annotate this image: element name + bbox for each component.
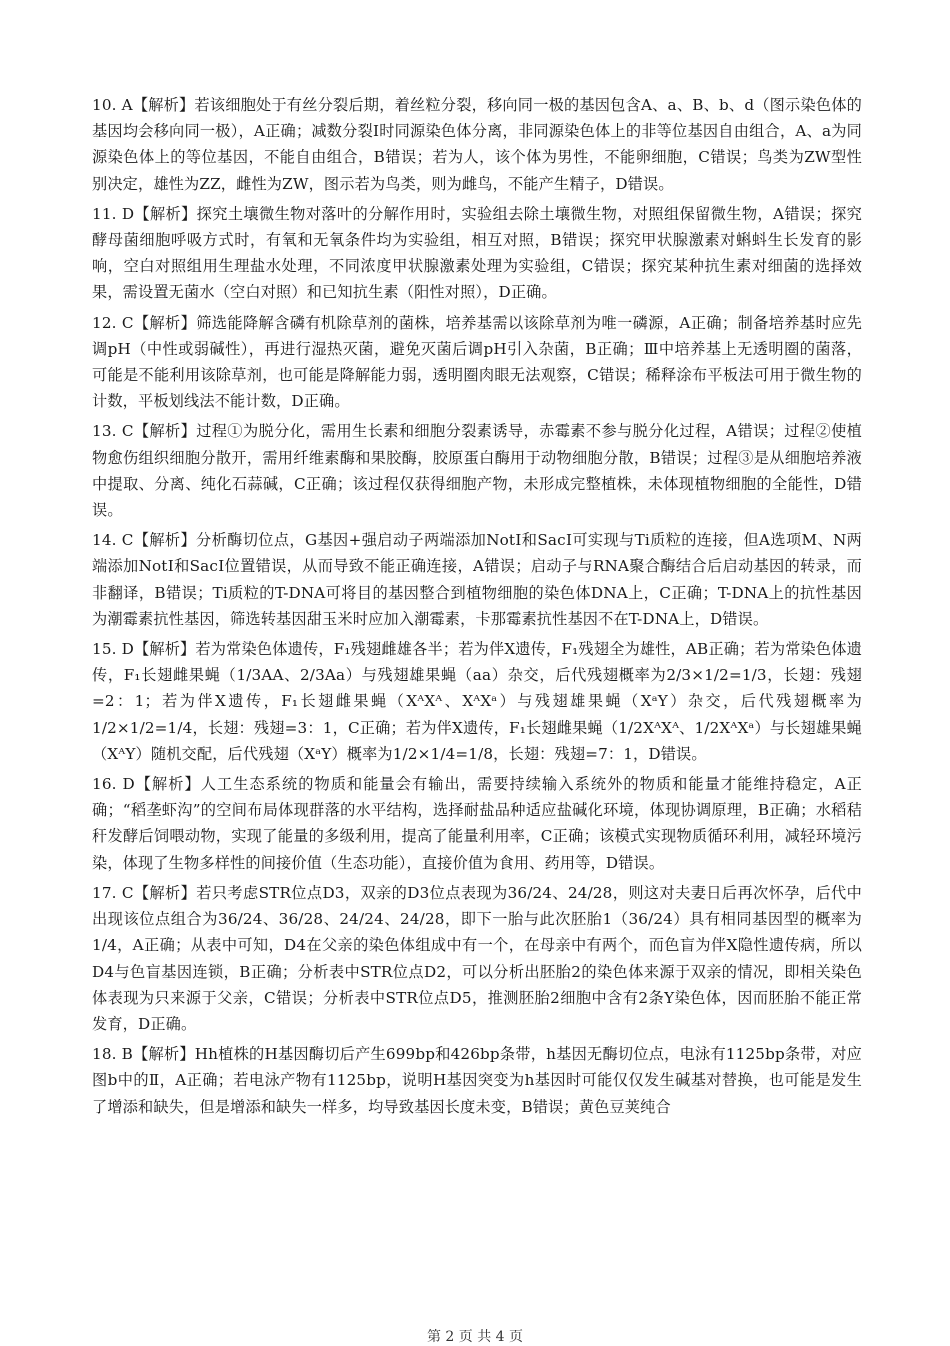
answer-item-12: 12. C【解析】筛选能降解含磷有机除草剂的菌株，培养基需以该除草剂为唯一磷源，A正确；制备培养基时应先调pH（中性或弱碱性），再进行湿热灭菌，避免灭菌后调pH引入杂菌，B正确；Ⅲ中培养基上无透明圈的菌落，可能是不能利用该除草剂，也可能是降解能力弱，透明圈肉眼无法观察，C错误；稀释涂布平板法可用于微生物的计数，平板划线法不能计数，D正确。 bbox=[92, 313, 862, 411]
answer-item-14: 14. C【解析】分析酶切位点，G基因+强启动子两端添加NotⅠ和SacⅠ可实现与Ti质粒的连接，但A选项M、N两端添加NotⅠ和SacⅠ位置错误，从而导致不能正确连接，A错误；启动子与RNA聚合酶结合后启动基因的转录，而非翻译，B错误；Ti质粒的T-DNA可将目的基因整合到植物细胞的染色体DNA上，C正确；T-DNA上的抗性基因为潮霉素抗性基因，筛选转基因甜玉米时应加入潮霉素，卡那霉素抗性基因不在T-DNA上，D错误。 bbox=[92, 531, 862, 628]
answer-explanations bbox=[92, 92, 862, 1124]
answer-item-16: 16. D【解析】人工生态系统的物质和能量会有输出，需要持续输入系统外的物质和能量才能维持稳定，A正确；“稻垄虾沟”的空间布局体现群落的水平结构，选择耐盐品种适应盐碱化环境，体现协调原理，B正确；水稻秸秆发酵后饲喂动物，实现了能量的多级利用，提高了能量利用率，C正确；该模式实现物质循环利用，减轻环境污染，体现了生物多样性的间接价值（生态功能），直接价值为食用、药用等，D错误。 bbox=[92, 775, 862, 872]
answer-item-15: 15. D【解析】若为常染色体遗传，F₁残翅雌雄各半；若为伴X遗传，F₁残翅全为雄性，AB正确；若为常染色体遗传，F₁长翅雌果蝇（1/3AA、2/3Aa）与残翅雄果蝇（aa）杂交，后代残翅概率为2/3×1/2=1/3，长翅：残翅=2：1；若为伴X遗传，F₁长翅雌果蝇（XᴬXᴬ、XᴬXᵃ）与残翅雄果蝇（XᵃY）杂交，后代残翅概率为1/2×1/2=1/4，长翅：残翅=3：1，C正确；若为伴X遗传，F₁长翅雌果蝇（1/2XᴬXᴬ、1/2XᴬXᵃ）与长翅雄果蝇（XᴬY）随机交配，后代残翅（XᵃY）概率为1/2×1/4=1/8，长翅：残翅=7：1，D错误。 bbox=[92, 640, 862, 763]
answer-item-10: 10. A【解析】若该细胞处于有丝分裂后期，着丝粒分裂，移向同一极的基因包含A、a、B、b、d（图示染色体的基因均会移向同一极），A正确；减数分裂Ⅰ时同源染色体分离，非同源染色体上的非等位基因自由组合，A、a为同源染色体上的等位基因，不能自由组合，B错误；若为人，该个体为男性，不能卵细胞，C错误；鸟类为ZW型性别决定，雄性为ZZ，雌性为ZW，图示若为鸟类，则为雌鸟，不能产生精子，D错误。 bbox=[92, 96, 862, 193]
answer-item-11: 11. D【解析】探究土壤微生物对落叶的分解作用时，实验组去除土壤微生物，对照组保留微生物，A错误；探究酵母菌细胞呼吸方式时，有氧和无氧条件均为实验组，相互对照，B错误；探究甲状腺激素对蝌蚪生长发育的影响，空白对照组用生理盐水处理，不同浓度甲状腺激素处理为实验组，C错误；探究某种抗生素对细菌的选择效果，需设置无菌水（空白对照）和已知抗生素（阳性对照），D正确。 bbox=[92, 204, 862, 302]
answer-item-17: 17. C【解析】若只考虑STR位点D3，双亲的D3位点表现为36/24、24/28，则这对夫妻日后再次怀孕，后代中出现该位点组合为36/24、36/28、24/24、24/28，即下一胎与此次胚胎1（36/24）具有相同基因型的概率为1/4，A正确；从表中可知，D4在父亲的染色体组成中有一个，在母亲中有两个，而色盲为伴X隐性遗传病，所以D4与色盲基因连锁，B正确；分析表中STR位点D2，可以分析出胚胎2的染色体来源于双亲的情况，即相关染色体表现为只来源于父亲，C错误；分析表中STR位点D5，推测胚胎2细胞中含有2条Y染色体，因而胚胎不能正常发育，D正确。 bbox=[92, 883, 862, 1033]
page-number: 第 2 页 共 4 页 bbox=[426, 1329, 524, 1345]
answer-item-13: 13. C【解析】过程①为脱分化，需用生长素和细胞分裂素诱导，赤霉素不参与脱分化过程，A错误；过程②使植物愈伤组织细胞分散开，需用纤维素酶和果胶酶，胶原蛋白酶用于动物细胞分散，B错误；过程③是从细胞培养液中提取、分离、纯化石蒜碱，C正确；该过程仅获得细胞产物，未形成完整植株，未体现植物细胞的全能性，D错误。 bbox=[92, 422, 863, 520]
answer-item-18: 18. B【解析】Hh植株的H基因酶切后产生699bp和426bp条带，h基因无酶切位点，电泳有1125bp条带，对应图b中的Ⅱ，A正确；若电泳产物有1125bp，说明H基因突变为h基因时可能仅仅发生碱基对替换，也可能是发生了增添和缺失，但是增添和缺失一样多，均导致基因长度未变，B错误；黄色豆荚纯合 bbox=[92, 1045, 862, 1116]
